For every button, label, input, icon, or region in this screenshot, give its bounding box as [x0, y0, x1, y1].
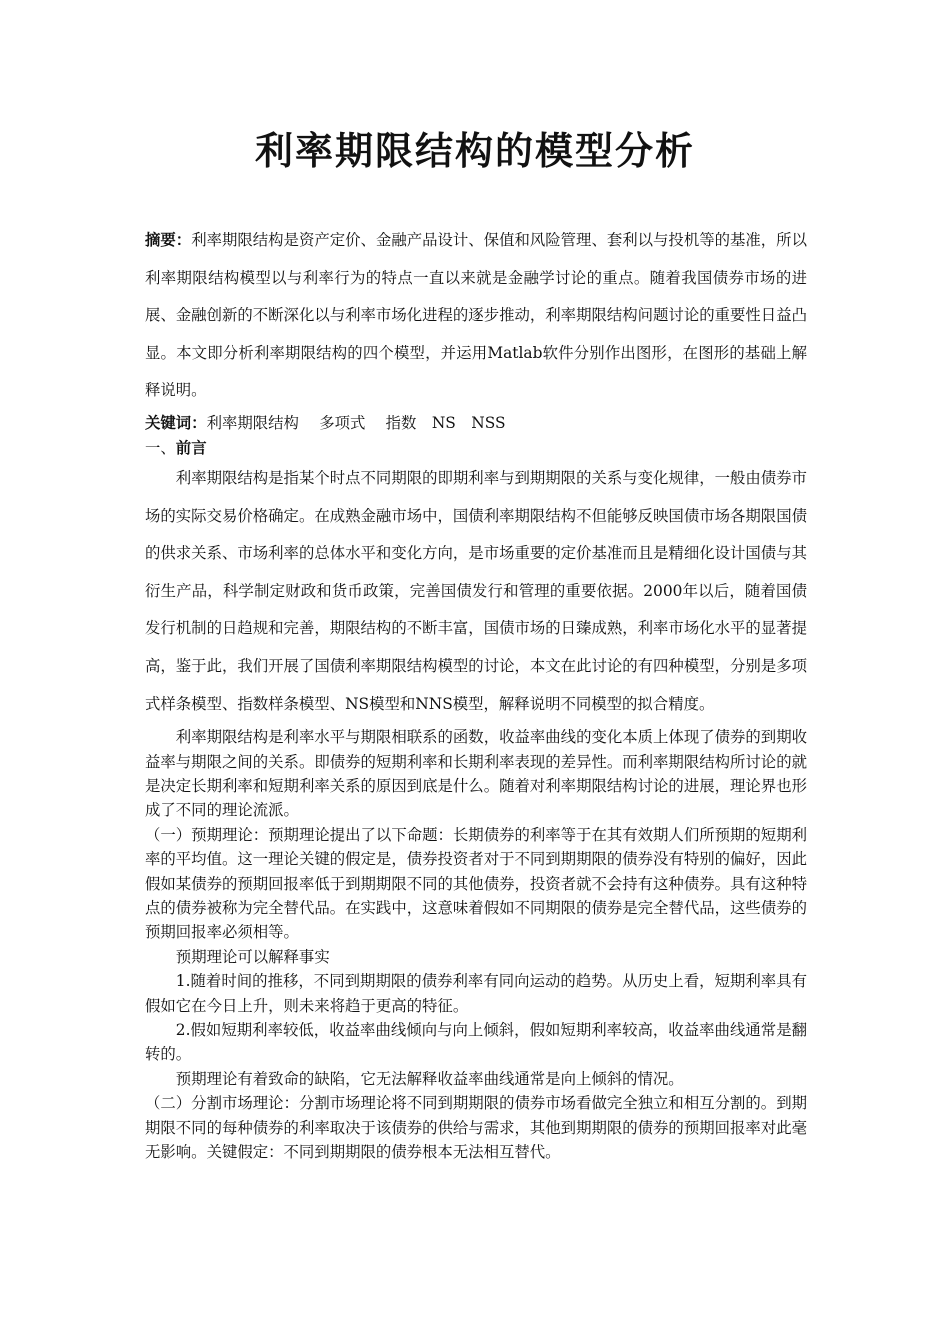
document-title: 利率期限结构的模型分析 — [254, 128, 695, 173]
segmented-market-theory: （二）分割市场理论：分割市场理论将不同到期期限的债券市场看做完全独立和相互分割的。到期期限不同的每种债券的利率取决于该债券的供给与需求，其他到期期限的债券的预期回报率对此毫无影响。关键假定：不同到期期限的债券根本无法相互替代。 — [145, 1094, 807, 1162]
document-body — [145, 222, 807, 1164]
abstract — [145, 222, 807, 410]
keywords-label: 关键词： — [145, 413, 207, 432]
intro-paragraph-1: 利率期限结构是指某个时点不同期限的即期利率与到期期限的关系与变化规律，一般由债券市场的实际交易价格确定。在成熟金融市场中，国债利率期限结构不但能够反映国债市场各期限国债的供求关系、市场利率的总体水平和变化方向，是市场重要的定价基准而且是精细化设计国债与其衍生产品，科学制定财政和货币政策，完善国债发行和管理的重要依据。2000年以后，随着国债发行机制的日趋规和完善，期限结构的不断丰富，国债市场的日臻成熟，利率市场化水平的显著提高，鉴于此，我们开展了国债利率期限结构模型的讨论，本文在此讨论的有四种模型，分别是多项式样条模型、指数样条模型、NS模型和NNS模型，解释说明不同模型的拟合精度。 — [145, 468, 807, 713]
expectations-facts-intro: 预期理论可以解释事实 — [175, 947, 330, 966]
section-heading — [145, 436, 807, 460]
expectations-theory: （一）预期理论：预期理论提出了以下命题：长期债券的利率等于在其有效期人们所预期的短期利率的平均值。这一理论关键的假定是，债券投资者对于不同到期期限的债券没有特别的偏好，因此假如某债券的预期回报率低于到期期限不同的其他债券，投资者就不会持有这种债券。具有这种特点的债券被称为完全替代品。在实践中，这意味着假如不同期限的债券是完全替代品，这些债券的预期回报率必须相等。 — [145, 825, 807, 942]
keywords — [145, 411, 807, 436]
section-heading-prefix: 一、 — [145, 438, 176, 457]
expectations-fact-2: 2.假如短期利率较低，收益率曲线倾向与向上倾斜，假如短期利率较高，收益率曲线通常是翻转的。 — [145, 1021, 807, 1064]
keywords-text: 利率期限结构 多项式 指数 NS NSS — [206, 413, 506, 432]
section-heading-text: 前言 — [175, 438, 207, 457]
abstract-label: 摘要： — [145, 231, 192, 249]
expectations-fact-1: 1.随着时间的推移，不同到期期限的债券利率有同向运动的趋势。从历史上看，短期利率具有假如它在今日上升，则未来将趋于更高的特征。 — [145, 972, 807, 1015]
expectations-flaw: 预期理论有着致命的缺陷，它无法解释收益率曲线通常是向上倾斜的情况。 — [175, 1069, 684, 1088]
abstract-text: 利率期限结构是资产定价、金融产品设计、保值和风险管理、套利以与投机等的基准，所以利率期限结构模型以与利率行为的特点一直以来就是金融学讨论的重点。随着我国债券市场的进展、金融创新的不断深化以与利率市场化进程的逐步推动，利率期限结构问题讨论的重要性日益凸显。本文即分析利率期限结构的四个模型，并运用Matlab软件分别作出图形，在图形的基础上解释说明。 — [145, 231, 807, 400]
intro-paragraph-2: 利率期限结构是利率水平与期限相联系的函数，收益率曲线的变化本质上体现了债券的到期收益率与期限之间的关系。即债券的短期利率和长期利率表现的差异性。而利率期限结构所讨论的就是决定长期利率和短期利率关系的原因到底是什么。随着对利率期限结构讨论的进展，理论界也形成了不同的理论流派。 — [145, 728, 807, 820]
